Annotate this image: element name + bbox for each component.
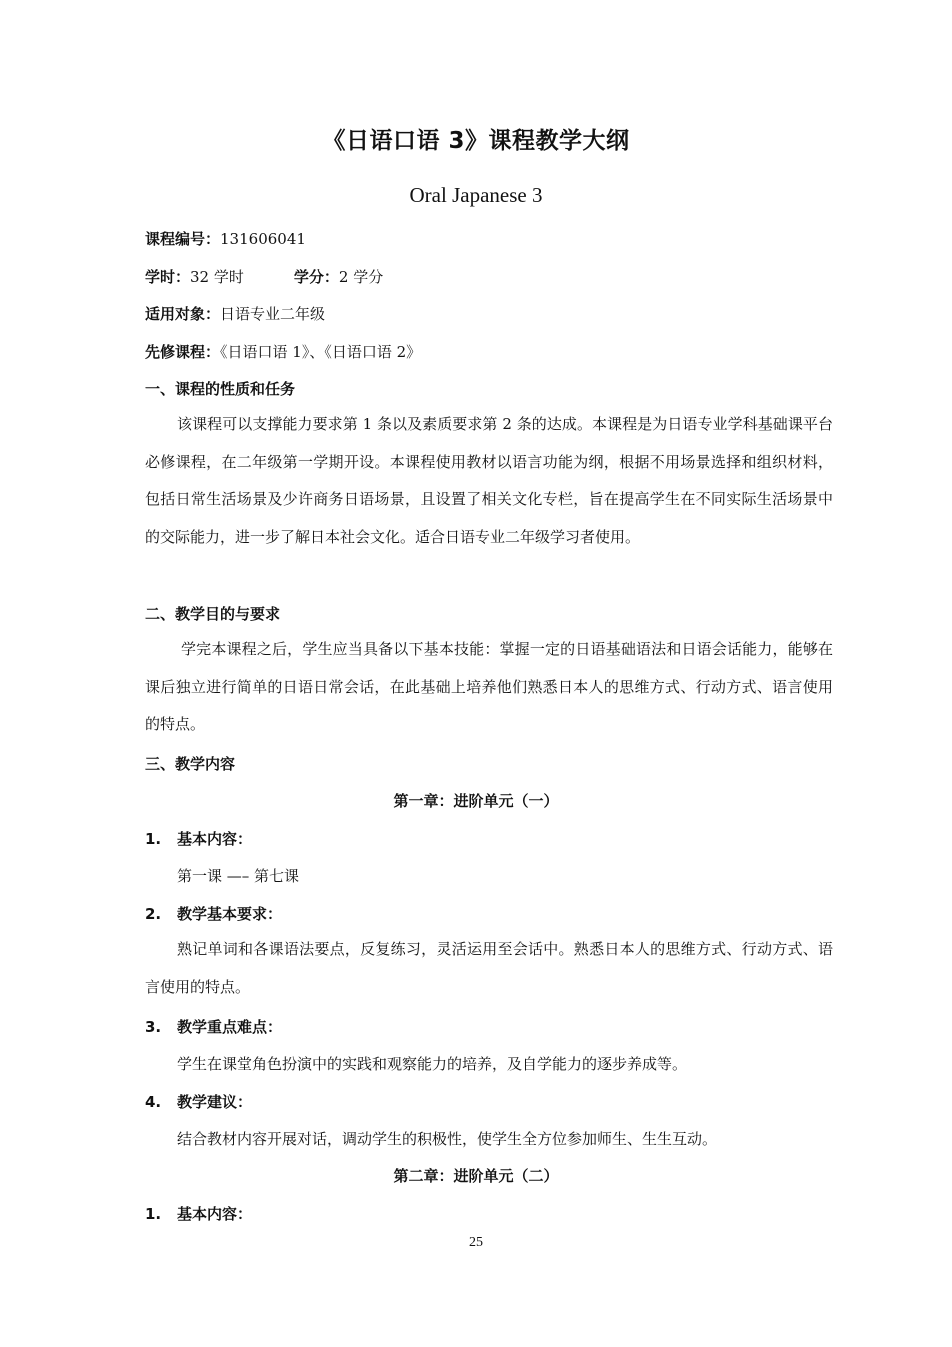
target-line (145, 303, 325, 324)
course-code-label: 课程编号： (145, 230, 221, 248)
chapter-2-title: 第二章：进阶单元（二） (393, 1167, 559, 1185)
prereq-value: 《日语口语 1》、《日语口语 2》 (220, 343, 422, 361)
document-subtitle: Oral Japanese 3 (409, 183, 543, 207)
page-number: 25 (469, 1235, 483, 1250)
ch2-item-1 (145, 1203, 252, 1224)
prereq-label: 先修课程： (145, 343, 221, 361)
credit-label: 学分： (293, 268, 339, 286)
ch2-item-1-label: 基本内容： (177, 1205, 253, 1223)
course-code-line (145, 228, 306, 249)
ch1-item-1-text: 第一课 —– 第七课 (177, 867, 300, 885)
chapter-1-title: 第一章：进阶单元（一） (393, 792, 559, 810)
ch1-item-1-label: 基本内容： (177, 830, 253, 848)
target-value: 日语专业二年级 (220, 305, 326, 323)
ch1-item-1-number: 1. (145, 830, 162, 848)
ch1-item-2-label: 教学基本要求： (177, 905, 283, 923)
ch1-item-4-number: 4. (145, 1093, 162, 1111)
prereq-line (145, 341, 421, 362)
ch1-item-2-text: 熟记单词和各课语法要点，反复练习，灵活运用至会话中。熟悉日本人的思维方式、行动方式、语言使用的特点。 (145, 940, 833, 996)
ch2-item-1-number: 1. (145, 1205, 162, 1223)
section-3-heading: 三、教学内容 (145, 755, 236, 773)
ch1-item-3-number: 3. (145, 1018, 162, 1036)
section-1-paragraph: 该课程可以支撑能力要求第 1 条以及素质要求第 2 条的达成。本课程是为日语专业学科基础课平台必修课程，在二年级第一学期开设。本课程使用教材以语言功能为纲，根据不用场景选择和组织材料，包括日常生活场景及少许商务日语场景，且设置了相关文化专栏，旨在提高学生在不同实际生活场景中的交际能力，进一步了解日本社会文化。适合日语专业二年级学习者使用。 (145, 415, 833, 546)
hours-credit-line (145, 266, 383, 287)
credit-value: 2 学分 (338, 268, 384, 286)
course-code-value: 131606041 (220, 230, 306, 248)
ch1-item-3-label: 教学重点难点： (177, 1018, 283, 1036)
ch1-item-1 (145, 828, 252, 849)
ch1-item-3-text: 学生在课堂角色扮演中的实践和观察能力的培养，及自学能力的逐步养成等。 (177, 1055, 688, 1073)
section-1-heading: 一、课程的性质和任务 (145, 380, 296, 398)
section-2-heading: 二、教学目的与要求 (145, 605, 281, 623)
ch1-item-4 (145, 1091, 252, 1112)
ch1-item-2 (145, 903, 282, 924)
hours-value: 32 学时 (190, 268, 244, 286)
ch1-item-4-text: 结合教材内容开展对话，调动学生的积极性，使学生全方位参加师生、生生互动。 (177, 1130, 718, 1148)
target-label: 适用对象： (145, 305, 221, 323)
document-title: 《日语口语 3》课程教学大纲 (322, 128, 630, 154)
ch1-item-4-label: 教学建议： (177, 1093, 253, 1111)
ch1-item-3 (145, 1016, 282, 1037)
hours-label: 学时： (145, 268, 191, 286)
ch1-item-2-number: 2. (145, 905, 162, 923)
section-2-paragraph: 学完本课程之后，学生应当具备以下基本技能：掌握一定的日语基础语法和日语会话能力，能够在课后独立进行简单的日语日常会话，在此基础上培养他们熟悉日本人的思维方式、行动方式、语言使用的特点。 (145, 640, 833, 733)
